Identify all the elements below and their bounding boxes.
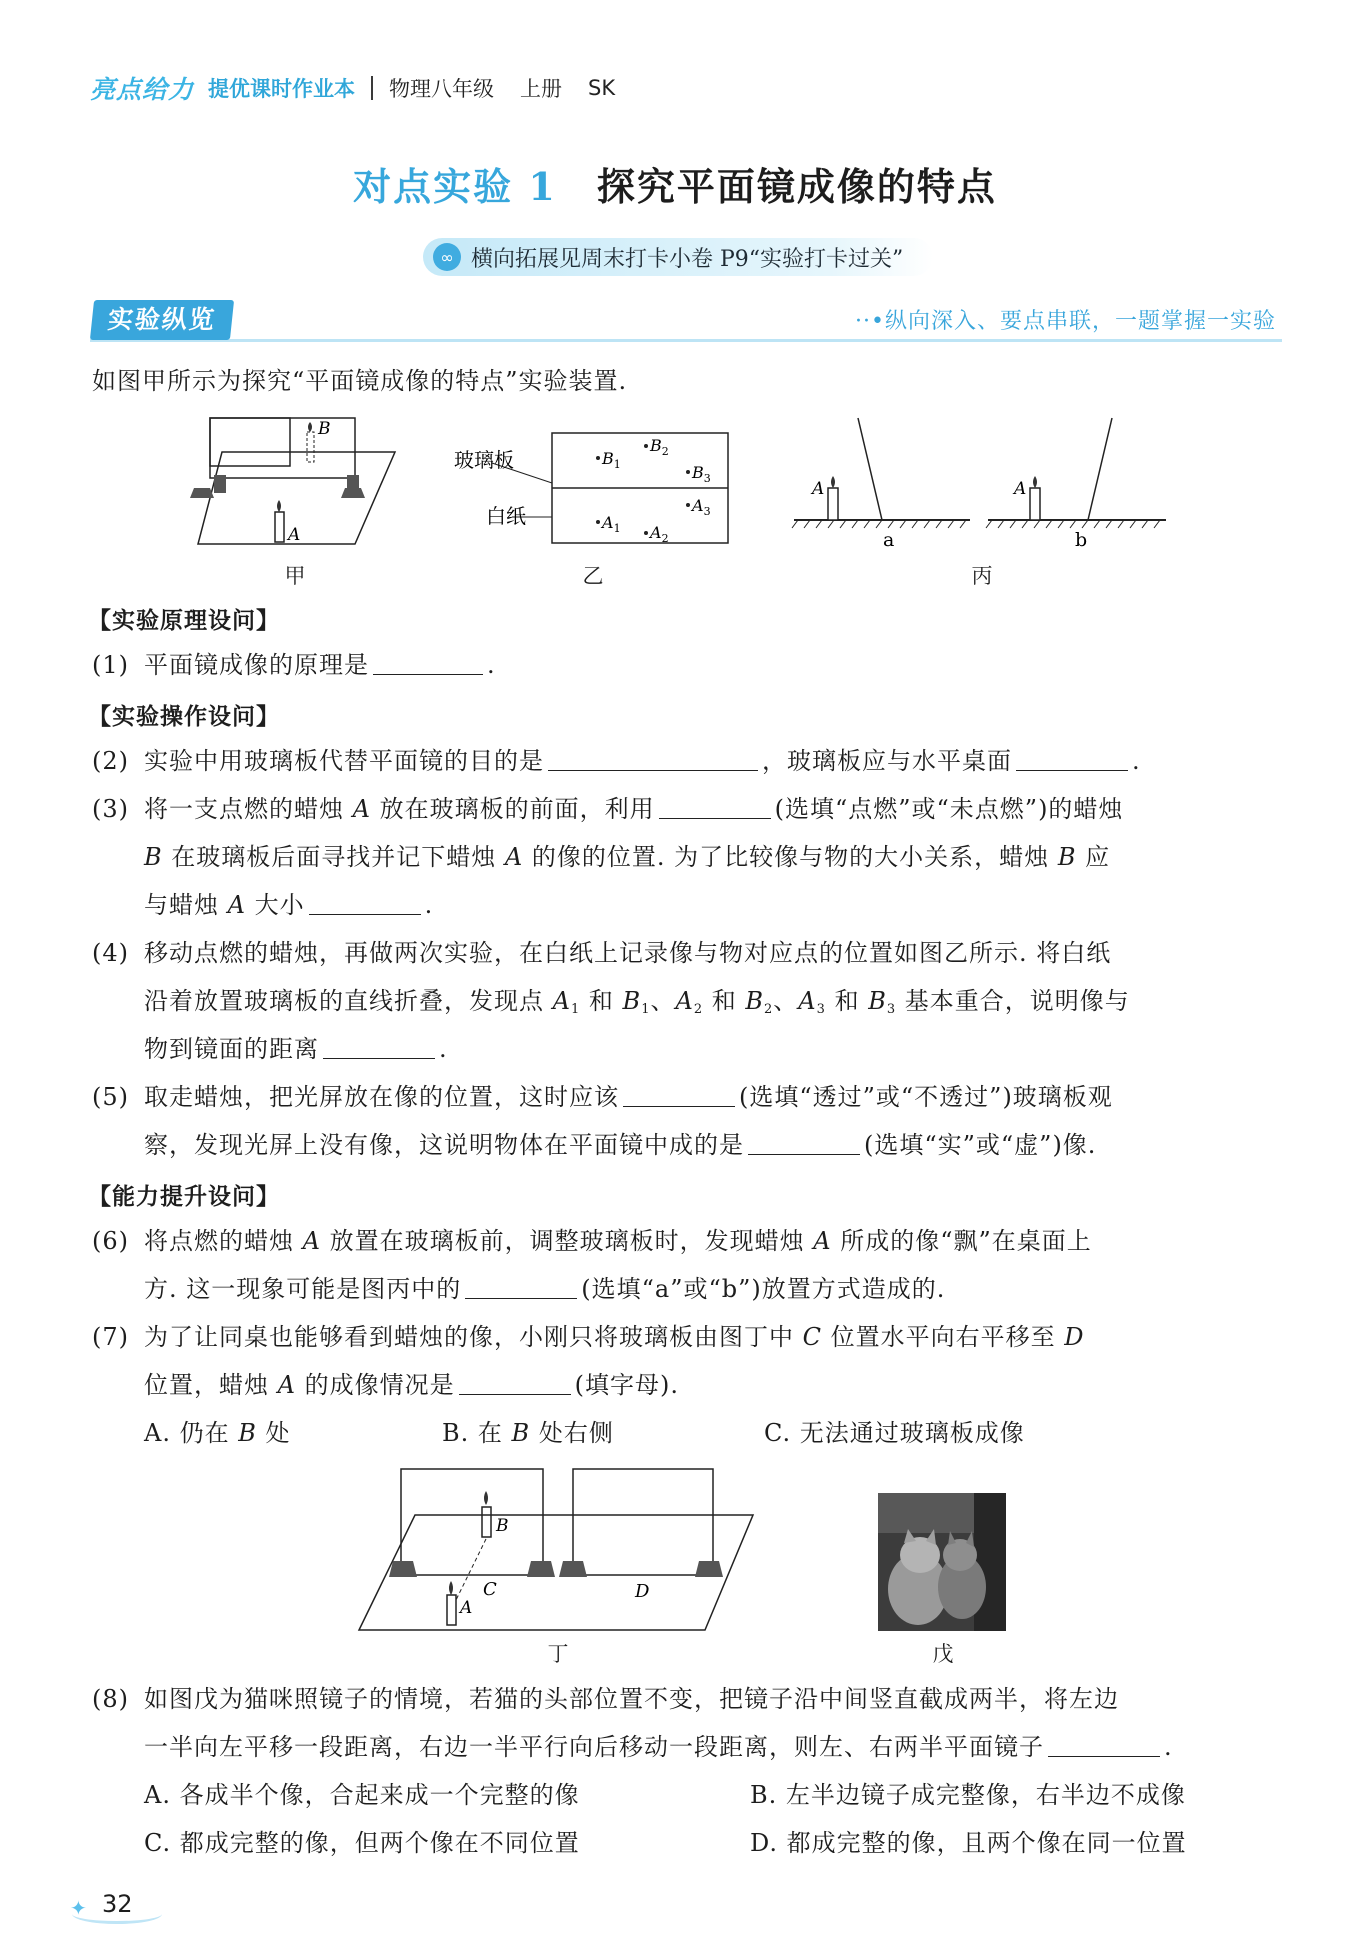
- title-lead: 对点实验 1: [353, 164, 557, 209]
- question-2: (2) 实验中用玻璃板代替平面镜的目的是 ，玻璃板应与水平桌面 .: [92, 747, 1141, 775]
- question-6-line-2: 方. 这一现象可能是图丙中的 (选填“a”或“b”)放置方式造成的.: [144, 1275, 946, 1303]
- header-edition: SK: [588, 76, 616, 100]
- label-ding-d: D: [635, 1581, 650, 1602]
- page-title: [0, 156, 1350, 211]
- section-slogan-text: 纵向深入、要点串联，一题掌握一实验: [884, 309, 1276, 334]
- flame-b-icon: [308, 422, 312, 432]
- label-sub-b: b: [1075, 529, 1088, 551]
- question-4-line-2: 沿着放置玻璃板的直线折叠，发现点 $A_1$ 和 $B_1$、$A_2$ 和 $B_2$、$A_3$ 和 $B_3$ 基本重合，说明像与: [144, 987, 1130, 1017]
- blank-q3b: [309, 891, 421, 915]
- blank-q5a: [623, 1083, 735, 1107]
- stand-d-right: [695, 1561, 723, 1577]
- label-b3: $B_3$: [692, 463, 711, 485]
- blank-q8: [1048, 1733, 1160, 1757]
- stand-c-right: [527, 1561, 555, 1577]
- caption-wu: 戊: [932, 1642, 954, 1666]
- header-subject: 物理八年级: [389, 77, 495, 101]
- blank-q1: [373, 651, 483, 675]
- label-bing-a: A: [812, 479, 825, 499]
- candle-a: [275, 512, 284, 542]
- candle-bing-b: [1030, 488, 1040, 520]
- question-3-line-1: (3) 将一支点燃的蜡烛 A 放在玻璃板的前面，利用 (选填“点燃”或“未点燃”)的蜡烛: [92, 795, 1124, 823]
- blank-q3a: [659, 795, 771, 819]
- section-ability: 【能力提升设问】: [88, 1184, 280, 1210]
- point-a1: [596, 520, 600, 524]
- image-line: [456, 1539, 486, 1600]
- label-a1: $A_1$: [602, 513, 621, 535]
- flame-a-icon: [277, 500, 281, 512]
- label-a: A: [288, 525, 301, 545]
- q8-option-d: D. 都成完整的像，且两个像在同一位置: [750, 1829, 1187, 1857]
- section-tag: 实验纵览: [90, 300, 234, 340]
- glass-plate-left: [210, 418, 290, 466]
- question-8-line-2: 一半向左平移一段距离，右边一半平行向后移动一段距离，则左、右两半平面镜子 .: [144, 1733, 1173, 1761]
- candle-bing-a: [828, 488, 838, 520]
- question-7-line-1: (7) 为了让同桌也能够看到蜡烛的像，小刚只将玻璃板由图丁中 C 位置水平向右平移至 D: [92, 1323, 1085, 1351]
- page-header: [90, 68, 641, 108]
- q8-option-b: B. 左半边镜子成完整像，右半边不成像: [750, 1781, 1186, 1809]
- question-5-line-1: (5) 取走蜡烛，把光屏放在像的位置，这时应该 (选填“透过”或“不透过”)玻璃板观: [92, 1083, 1113, 1111]
- figure-bing: [790, 412, 1180, 552]
- question-7-line-2: 位置，蜡烛 A 的成像情况是 (填字母).: [144, 1371, 679, 1399]
- stand-right-leg: [347, 475, 359, 493]
- figure-jia: [190, 412, 410, 562]
- blank-q2b: [1016, 747, 1128, 771]
- label-sub-a: a: [883, 529, 895, 551]
- header-divider: [371, 76, 373, 100]
- link-icon: ∞: [433, 243, 461, 271]
- question-1: (1) 平面镜成像的原理是 .: [92, 651, 496, 679]
- glass-b: [1088, 418, 1112, 520]
- q7-option-a: A. 仍在 B 处: [144, 1419, 291, 1447]
- caption-ding: 丁: [547, 1642, 569, 1666]
- label-b: B: [318, 419, 331, 439]
- label-b1: $B_1$: [602, 449, 621, 471]
- flame-ding-b-icon: [484, 1491, 488, 1505]
- point-a2: [644, 531, 648, 535]
- candle-ding-b: [482, 1507, 491, 1537]
- cross-reference-text: 横向拓展见周末打卡小卷 P9“实验打卡过关”: [471, 246, 904, 272]
- label-ding-c: C: [483, 1579, 497, 1600]
- figure-wu-photo: [878, 1493, 1006, 1631]
- flame-bing-b-icon: [1033, 476, 1037, 488]
- label-b2: $B_2$: [650, 436, 669, 458]
- glass-position-c: [401, 1469, 543, 1575]
- q8-option-c: C. 都成完整的像，但两个像在不同位置: [144, 1829, 580, 1857]
- candle-b: [307, 432, 314, 462]
- q7-option-b: B. 在 B 处右侧: [442, 1419, 614, 1447]
- question-8-line-1: (8) 如图戊为猫咪照镜子的情境，若猫的头部位置不变，把镜子沿中间竖直截成两半，将左边: [92, 1685, 1119, 1713]
- question-3-line-2: B 在玻璃板后面寻找并记下蜡烛 A 的像的位置. 为了比较像与物的大小关系，蜡烛 B 应: [144, 843, 1111, 871]
- point-b2: [644, 444, 648, 448]
- section-bar: [90, 300, 1282, 342]
- glass-plate: [210, 418, 355, 478]
- figure-ding: [355, 1465, 755, 1635]
- label-bing-b-candle: A: [1014, 479, 1027, 499]
- cross-reference-note: [423, 238, 933, 276]
- q7-option-c: C. 无法通过玻璃板成像: [764, 1419, 1025, 1447]
- caption-jia: 甲: [284, 564, 306, 588]
- point-b1: [596, 456, 600, 460]
- candle-ding-a: [447, 1595, 456, 1625]
- q8-option-a: A. 各成半个像，合起来成一个完整的像: [144, 1781, 580, 1809]
- glass-a: [858, 418, 882, 520]
- brand-logo: 亮点给力: [90, 75, 195, 104]
- glass-position-d: [573, 1469, 713, 1575]
- flame-ding-a-icon: [449, 1581, 453, 1595]
- caption-bing: 丙: [971, 564, 993, 588]
- caption-yi: 乙: [582, 564, 604, 588]
- stand-c-left: [389, 1561, 417, 1577]
- question-6-line-1: (6) 将点燃的蜡烛 A 放置在玻璃板前，调整玻璃板时，发现蜡烛 A 所成的像“飘”在桌面上: [92, 1227, 1092, 1255]
- blank-q6: [465, 1275, 577, 1299]
- blank-q4: [323, 1035, 435, 1059]
- paper-label: 白纸: [486, 504, 526, 528]
- section-slogan: ··•纵向深入、要点串联，一题掌握一实验: [855, 309, 1276, 334]
- table-plane-ding: [359, 1515, 753, 1630]
- page-number: 32: [102, 1890, 133, 1918]
- section-operation: 【实验操作设问】: [88, 704, 280, 730]
- question-4-line-1: (4) 移动点燃的蜡烛，再做两次实验，在白纸上记录像与物对应点的位置如图乙所示. 将白纸: [92, 939, 1112, 967]
- blank-q2a: [548, 747, 758, 771]
- flame-bing-a-icon: [831, 476, 835, 488]
- star-icon: ✦: [70, 1896, 87, 1920]
- stand-d-left: [559, 1561, 587, 1577]
- header-volume: 上册: [520, 77, 563, 101]
- stand-left: [190, 488, 214, 498]
- intro-text: 如图甲所示为探究“平面镜成像的特点”实验装置.: [92, 367, 628, 395]
- glass-label: 玻璃板: [454, 448, 514, 472]
- blank-q5b: [748, 1131, 860, 1155]
- brand-subtitle: 提优课时作业本: [208, 77, 356, 101]
- stand-left-leg: [214, 475, 226, 493]
- question-4-line-3: 物到镜面的距离 .: [144, 1035, 448, 1063]
- point-a3: [686, 503, 690, 507]
- label-a3: $A_3$: [692, 496, 711, 518]
- label-ding-a: A: [460, 1598, 473, 1618]
- question-5-line-2: 察，发现光屏上没有像，这说明物体在平面镜中成的是 (选填“实”或“虚”)像.: [144, 1131, 1097, 1159]
- label-a2: $A_2$: [650, 523, 669, 545]
- mirror-frame: [974, 1493, 1006, 1631]
- point-b3: [686, 470, 690, 474]
- section-principle: 【实验原理设问】: [88, 608, 280, 634]
- blank-q7: [459, 1371, 571, 1395]
- title-main: 探究平面镜成像的特点: [596, 164, 997, 209]
- question-3-line-3: 与蜡烛 A 大小 .: [144, 891, 434, 919]
- figure-yi: [450, 425, 740, 550]
- label-ding-b: B: [496, 1516, 509, 1536]
